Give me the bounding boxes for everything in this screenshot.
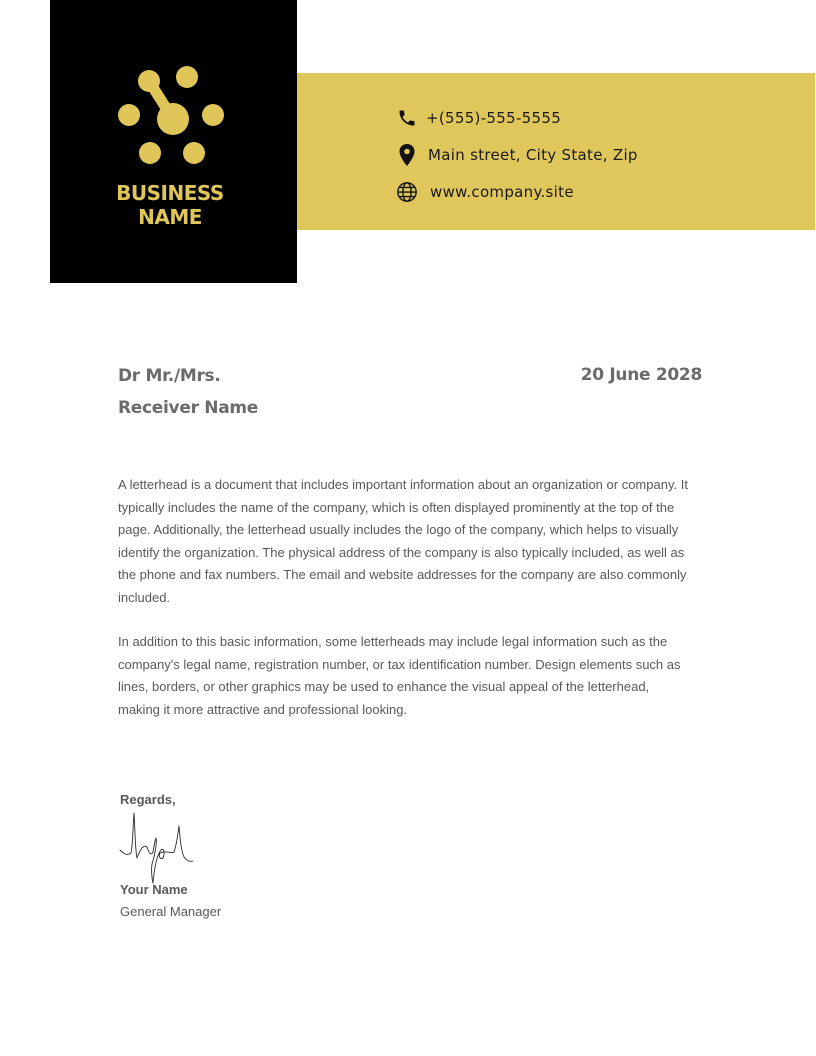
- contact-website: [396, 180, 574, 204]
- salutation-line1: Dr Mr./Mrs.: [118, 366, 221, 386]
- globe-icon: [396, 180, 418, 204]
- website-link[interactable]: www.company.site: [430, 183, 574, 201]
- body-paragraph-1: A letterhead is a document that includes important information about an organization or company. It typically includes the name of the company, which is often displayed prominently at the top of the page. Additionally, the letterhead usually includes the logo of the company, which helps to visually identify the organization. The physical address of the company is also typically included, as well as the phone and fax numbers. The email and website addresses for the company are also commonly included.: [118, 477, 688, 605]
- signature-image: [118, 810, 198, 886]
- contact-phone: [396, 106, 561, 130]
- location-pin-icon: [396, 143, 418, 167]
- closing: Regards,: [120, 792, 176, 807]
- address-text: Main street, City State, Zip: [428, 146, 638, 164]
- sender-name: Your Name: [120, 882, 188, 897]
- sender-title: General Manager: [120, 904, 222, 919]
- phone-number: +(555)-555-5555: [426, 109, 562, 127]
- contact-address: [396, 143, 638, 167]
- receiver-name: Receiver Name: [118, 398, 259, 418]
- business-name-line2: NAME: [138, 205, 202, 229]
- letter-date: 20 June 2028: [580, 365, 702, 385]
- body-paragraph-2: In addition to this basic information, some letterheads may include legal information such as the company's legal name, registration number, or tax identification number. Design elements such as lines, borders, or other graphics may be used to enhance the visual appeal of the letterhead, making it more attractive and professional looking.: [118, 634, 681, 717]
- molecule-logo-icon: [113, 66, 229, 166]
- contact-band: [297, 73, 815, 230]
- business-name-line1: BUSINESS: [116, 181, 224, 205]
- phone-icon: [396, 106, 418, 130]
